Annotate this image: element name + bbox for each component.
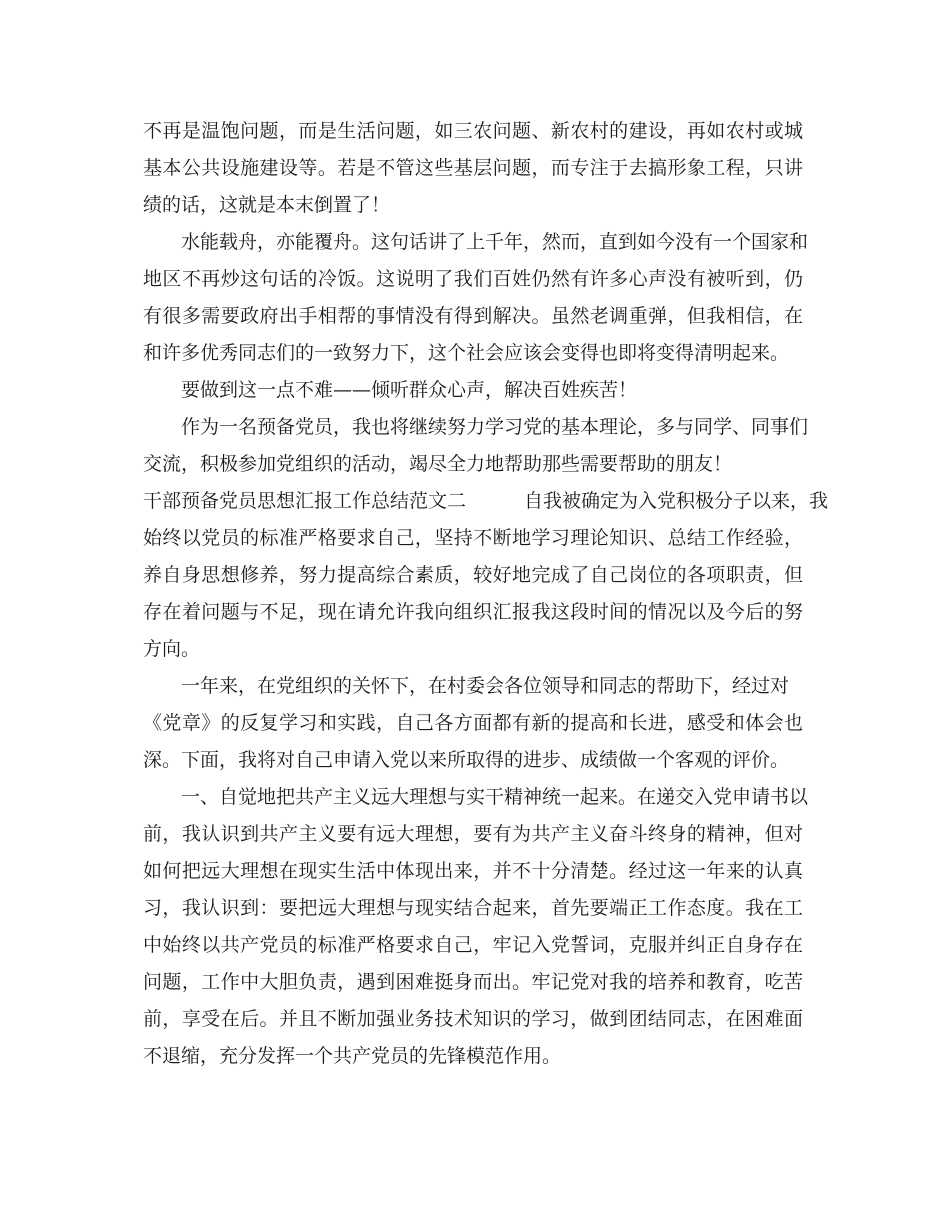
text-line: 深。下面，我将对自己申请入党以来所取得的进步、成绩做一个客观的评价。 — [143, 749, 790, 771]
text-line: 方向。 — [143, 638, 201, 660]
text-line: 问题，工作中大胆负责，遇到困难挺身而出。牢记党对我的培养和教育，吃苦 — [143, 971, 803, 993]
text-line: 基本公共设施建设等。若是不管这些基层问题，而专注于去搞形象工程，只讲 — [143, 157, 803, 179]
text-line: 前，享受在后。并且不断加强业务技术知识的学习，做到团结同志，在困难面 — [143, 1008, 803, 1030]
text-line: 绩的话，这就是本末倒置了！ — [143, 194, 391, 216]
paragraph-first-line: 作为一名预备党员，我也将继续努力学习党的基本理论，多与同学、同事们 — [181, 416, 809, 438]
text-line: 《党章》的反复学习和实践，自己各方面都有新的提高和长进，感受和体会也 — [143, 712, 803, 734]
text-line: 习，我认识到：要把远大理想与现实结合起来，首先要端正工作态度。我在工 — [143, 897, 803, 919]
text-line: 始终以党员的标准严格要求自己，坚持不断地学习理论知识、总结工作经验， — [143, 527, 803, 549]
document-body — [143, 113, 829, 1075]
text-line: 养自身思想修养，努力提高综合素质，较好地完成了自己岗位的各项职责，但 — [143, 564, 803, 586]
text-line: 中始终以共产党员的标准严格要求自己，牢记入党誓词，克服并纠正自身存在 — [143, 934, 803, 956]
section-title: 干部预备党员思想汇报工作总结范文二 — [143, 490, 467, 512]
text-line: 交流，积极参加党组织的活动，竭尽全力地帮助那些需要帮助的朋友！ — [143, 453, 733, 475]
text-line: 和许多优秀同志们的一致努力下，这个社会应该会变得也即将变得清明起来。 — [143, 342, 790, 364]
text-line: 不再是温饱问题，而是生活问题，如三农问题、新农村的建设，再如农村或城 — [143, 120, 803, 142]
paragraph-first-line: 一年来，在党组织的关怀下，在村委会各位领导和同志的帮助下，经过对 — [181, 675, 790, 697]
text-line: 如何把远大理想在现实生活中体现出来，并不十分清楚。经过这一年来的认真 — [143, 860, 803, 882]
text-line: 有很多需要政府出手相帮的事情没有得到解决。虽然老调重弹，但我相信，在 — [143, 305, 803, 327]
paragraph-first-line: 一、自觉地把共产主义远大理想与实干精神统一起来。在递交入党申请书以 — [181, 786, 809, 808]
text-line: 不退缩，充分发挥一个共产党员的先锋模范作用。 — [143, 1045, 562, 1067]
paragraph-first-line: 要做到这一点不难——倾听群众心声，解决百姓疾苦！ — [181, 379, 638, 401]
section-title-line — [143, 483, 829, 520]
text-line: 前，我认识到共产主义要有远大理想，要有为共产主义奋斗终身的精神，但对 — [143, 823, 803, 845]
paragraph-first-line: 水能载舟，亦能覆舟。这句话讲了上千年，然而，直到如今没有一个国家和 — [181, 231, 809, 253]
text-line: 存在着问题与不足，现在请允许我向组织汇报我这段时间的情况以及今后的努 — [143, 601, 803, 623]
section-first-sentence: 自我被确定为入党积极分子以来，我 — [524, 490, 829, 512]
text-line: 地区不再炒这句话的冷饭。这说明了我们百姓仍然有许多心声没有被听到，仍 — [143, 268, 803, 290]
